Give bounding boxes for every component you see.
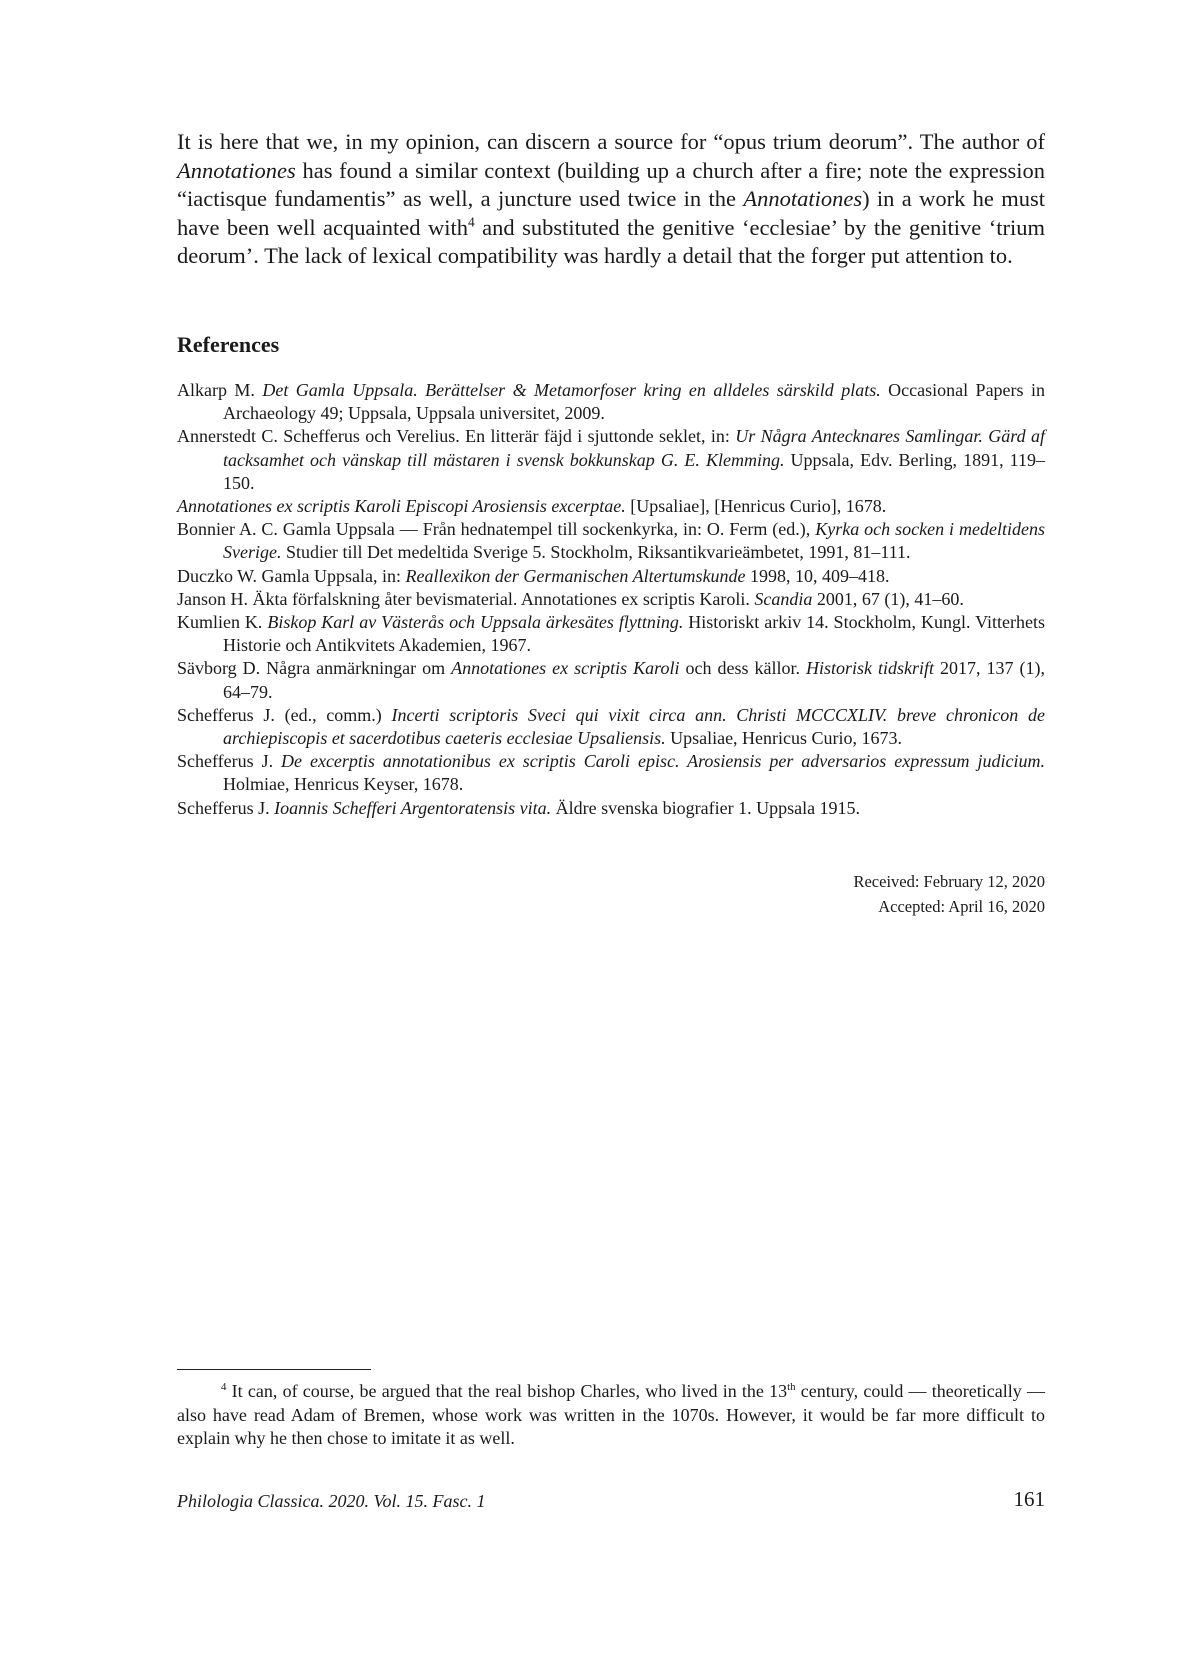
reference-item: Bonnier A. C. Gamla Uppsala — Från hednatempel till sockenkyrka, in: O. Ferm (ed.), Kyrka och socken i medeltidens Sverige. Studier till Det medeltida Sverige 5. Stockholm, Riksantikvarieämbetet, 1991, 81–111. (177, 519, 1045, 563)
submission-dates (853, 869, 1045, 919)
reference-item: Annerstedt C. Schefferus och Verelius. En litterär fäjd i sjuttonde seklet, in: Ur Några Antecknares Samlingar. Gärd af tacksamhet och vänskap till mästaren i svensk bokkunskap G. E. Klemming. Uppsala, Edv. Berling, 1891, 119–150. (177, 426, 1045, 493)
journal-citation: Philologia Classica. 2020. Vol. 15. Fasc. 1 (177, 1491, 486, 1511)
footnote-number: 4 (221, 1381, 227, 1393)
body-text-3: ) in a work he must have been well acquainted with (177, 186, 1046, 240)
accepted-date: Accepted: April 16, 2020 (878, 897, 1045, 916)
reference-item: Schefferus J. Ioannis Schefferi Argentoratensis vita. Äldre svenska biografier 1. Uppsala 1915. (177, 797, 861, 818)
body-text-2: has found a similar context (building up a church after a fire; note the expression “iactisque fundamentis” as well, a juncture used twice in the (177, 157, 1045, 211)
body-paragraph (177, 128, 1045, 271)
reference-item: Alkarp M. Det Gamla Uppsala. Berättelser & Metamorfoser kring en alldeles särskild plats. Occasional Papers in Archaeology 49; Uppsala, Uppsala universitet, 2009. (177, 380, 1045, 424)
reference-item: Schefferus J. (ed., comm.) Incerti scriptoris Sveci qui vixit circa ann. Christi MCCCXLIV. breve chronicon de archiepiscopis et sacerdotibus caeteris ecclesiae Upsaliensis. Upsaliae, Henricus Curio, 1673. (177, 704, 1045, 749)
footnote-ordinal-suffix: th (787, 1381, 796, 1393)
footnote (177, 1380, 1045, 1451)
body-emphasis-annotationes: Annotationes (177, 157, 296, 183)
reference-item: Sävborg D. Några anmärkningar om Annotationes ex scriptis Karoli och dess källor. Historisk tidskrift 2017, 137 (1), 64–79. (177, 658, 1045, 702)
reference-item: Janson H. Äkta förfalskning åter bevismaterial. Annotationes ex scriptis Karoli. Scandia 2001, 67 (1), 41–60. (177, 588, 964, 609)
footnote-divider (177, 1369, 371, 1370)
body-emphasis-annotationes-2: Annotationes (743, 186, 863, 211)
footnote-text-2: century, could — theoretically — also have read Adam of Bremen, whose work was written in the 1070s. However, it would be far more difficult to explain why he then chose to imitate it as well. (177, 1381, 1045, 1448)
received-date: Received: February 12, 2020 (853, 872, 1045, 891)
reference-item: Annotationes ex scriptis Karoli Episcopi Arosiensis excerptae. [Upsaliae], [Henricus Curio], 1678. (177, 496, 887, 517)
reference-item: Schefferus J. De excerptis annotationibus ex scriptis Caroli episc. Arosiensis per adversarios expressum judicium. Holmiae, Henricus Keyser, 1678. (177, 751, 1045, 795)
reference-item: Duczko W. Gamla Uppsala, in: Reallexikon der Germanischen Altertumskunde 1998, 10, 409–418. (177, 565, 890, 586)
references-list (177, 379, 1045, 820)
body-text-4: and substituted the genitive ‘ecclesiae’ by the genitive ‘trium deorum’. The lack of lexical compatibility was hardly a detail that the forger put attention to. (177, 214, 1045, 268)
reference-item: Kumlien K. Biskop Karl av Västerås och Uppsala ärkesätes flyttning. Historiskt arkiv 14. Stockholm, Kungl. Vitterhets Historie och Antikvitets Akademien, 1967. (177, 612, 1045, 656)
page-number: 161 (1013, 1487, 1045, 1511)
footnote-marker[interactable]: 4 (467, 214, 475, 229)
body-text-1: It is here that we, in my opinion, can discern a source for “opus trium deorum”. The author of (177, 129, 1045, 154)
references-heading: References (177, 332, 280, 357)
footnote-text-1: It can, of course, be argued that the real bishop Charles, who lived in the 13 (226, 1381, 788, 1401)
